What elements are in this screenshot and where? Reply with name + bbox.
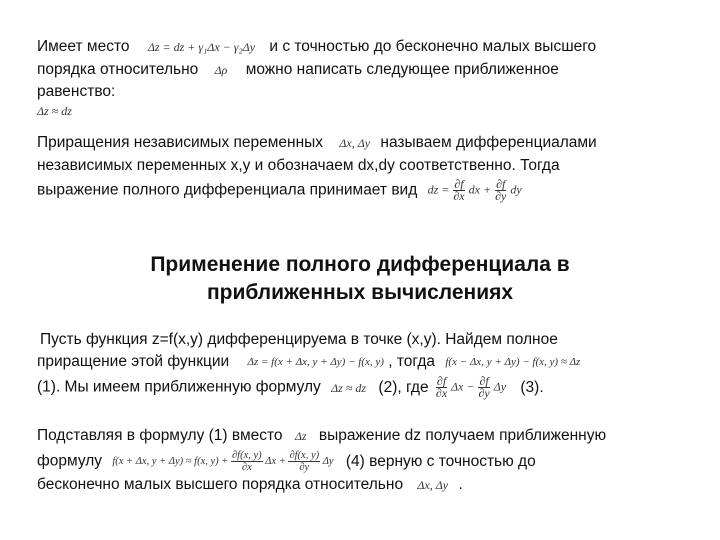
p4-line1 xyxy=(37,427,606,445)
f3-frac-x xyxy=(435,376,448,399)
formula-full-increment: Δz = f(x + Δx, y + Δy) − f(x, y) xyxy=(247,356,384,368)
p2-text-1: Приращения независимых переменных xyxy=(37,134,324,152)
f3-mid: Δx − xyxy=(450,379,475,394)
f3-den-y: ∂y xyxy=(478,386,490,400)
formula-increment-approx: f(x − Δx, y + Δy) − f(x, y) ≈ Δz xyxy=(445,356,581,368)
fd-frac-y xyxy=(494,179,507,202)
f4-frac-y xyxy=(288,450,320,473)
p3-line1: Пусть функция z=f(x,y) дифференцируема в точке (x,y). Найдем полное xyxy=(40,331,558,348)
p3-text-1: приращение этой функции xyxy=(37,353,230,371)
p2-line1 xyxy=(37,134,597,152)
p4-text-6: . xyxy=(458,476,463,494)
p4-text-5: бесконечно малых высшего порядка относительно xyxy=(37,476,404,494)
p3-text-4: (2), где xyxy=(378,378,429,396)
fd-end: dy xyxy=(510,182,522,197)
f3-num-x: ∂f xyxy=(436,374,447,388)
p1-line3: равенство: xyxy=(37,83,116,100)
p1-text-3: порядка относительно xyxy=(37,61,199,79)
formula-delta-rho: Δρ xyxy=(214,63,228,77)
formula-total-differential xyxy=(428,179,522,202)
f4-left: f(x + Δx, y + Δy) ≈ f(x, y) + xyxy=(112,455,229,467)
p3-text-5: (3). xyxy=(520,378,544,396)
p3-line3 xyxy=(37,376,544,399)
fd-den-x: ∂x xyxy=(453,189,465,203)
fd-num-x: ∂f xyxy=(454,177,464,191)
fd-den-y: ∂y xyxy=(495,189,507,203)
fd-num-y: ∂f xyxy=(496,177,506,191)
f3-num-y: ∂f xyxy=(479,374,489,388)
p2-line3 xyxy=(37,179,522,202)
f4-den-x: ∂x xyxy=(241,462,252,473)
fd-frac-x xyxy=(452,179,465,202)
formula-approx: Δz ≈ dz xyxy=(37,104,72,118)
p2-text-3: выражение полного дифференциала принимает вид xyxy=(37,181,418,199)
fd-mid: dx + xyxy=(468,182,492,197)
formula-delta-z: Δz xyxy=(294,429,307,443)
p1-line1 xyxy=(37,38,596,56)
f3-den-x: ∂x xyxy=(435,386,448,400)
p4-line2 xyxy=(37,450,536,473)
p4-line3 xyxy=(37,476,463,494)
f3-end: Δy xyxy=(493,379,507,394)
section-heading-line2: приближенных вычислениях xyxy=(206,281,514,304)
f4-frac-x xyxy=(231,450,263,473)
f3-frac-y xyxy=(477,376,490,399)
formula-dxdy-2: Δx, Δy xyxy=(417,478,449,492)
formula-approximation-4 xyxy=(112,450,333,473)
f4-end: Δy xyxy=(322,455,334,467)
p2-text-2: называем дифференциалами xyxy=(380,134,597,152)
p2-line2: независимых переменных x,y и обозначаем dx,dy соответственно. Тогда xyxy=(37,157,560,174)
formula-dxdy: Δx, Δy xyxy=(339,136,371,150)
fd-dz: dz = xyxy=(427,182,450,197)
p3-text-2: , тогда xyxy=(388,353,436,371)
p3-line2 xyxy=(37,353,580,371)
f4-den-y: ∂y xyxy=(299,462,310,473)
formula-approx-2: Δz ≈ dz xyxy=(331,380,367,395)
f4-num-y: ∂f(x, y) xyxy=(289,450,320,461)
p4-text-1: Подставляя в формулу (1) вместо xyxy=(37,427,283,445)
p1-text-2: и с точностью до бесконечно малых высшего xyxy=(269,38,597,56)
f4-mid: Δx + xyxy=(265,455,286,467)
formula-increment: Δz = dz + γ₁Δx − γ₂Δy xyxy=(147,40,256,54)
p1-line2 xyxy=(37,61,559,79)
f4-num-x: ∂f(x, y) xyxy=(231,450,262,461)
section-heading-line1: Применение полного дифференциала в xyxy=(150,253,570,276)
p4-text-3: формулу xyxy=(37,452,103,470)
p4-text-4: (4) верную с точностью до xyxy=(345,452,536,470)
p1-text-4: можно написать следующее приближенное xyxy=(245,61,559,79)
p3-text-3: (1). Мы имеем приближенную формулу xyxy=(37,378,321,396)
formula-dz-expansion xyxy=(435,376,506,399)
p1-text-1: Имеет место xyxy=(37,38,130,56)
p4-text-2: выражение dz получаем приближенную xyxy=(318,427,607,445)
